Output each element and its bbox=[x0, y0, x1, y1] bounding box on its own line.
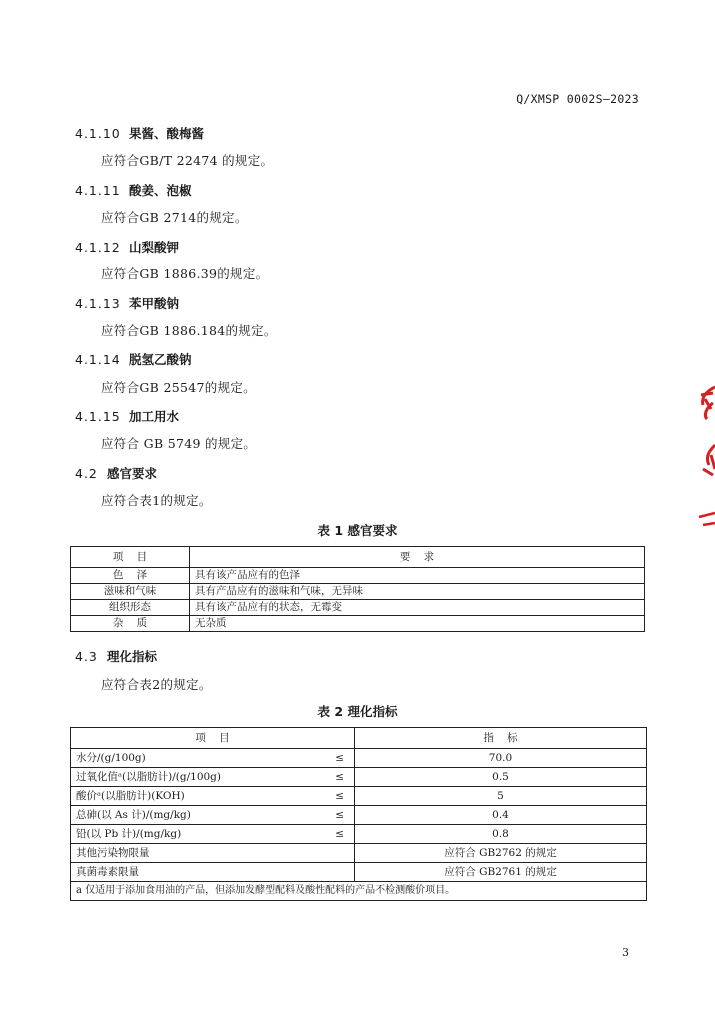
section-heading bbox=[75, 294, 179, 312]
table-cell: 其他污染物限量 bbox=[71, 844, 330, 863]
section-number: 4.2 bbox=[75, 466, 98, 481]
table-cell: 铅(以 Pb 计)/(mg/kg) bbox=[71, 825, 330, 844]
leq-symbol: ≤ bbox=[329, 749, 355, 768]
column-header-indicator: 指 标 bbox=[355, 728, 647, 749]
leq-symbol: ≤ bbox=[329, 806, 355, 825]
sensory-requirements-table bbox=[70, 546, 645, 632]
section-heading bbox=[75, 407, 179, 425]
section-title: 理化指标 bbox=[107, 649, 158, 664]
table-row bbox=[71, 806, 647, 825]
physicochemical-indicators-table bbox=[70, 727, 647, 901]
column-header-item: 项 目 bbox=[71, 547, 190, 568]
table-cell: 具有该产品应有的色泽 bbox=[190, 568, 645, 584]
section-number: 4.1.13 bbox=[75, 296, 121, 311]
table-row bbox=[71, 844, 647, 863]
section-text: 应符合GB 1886.39的规定。 bbox=[101, 266, 269, 281]
column-header-item: 项 目 bbox=[71, 728, 355, 749]
section-text: 应符合表2的规定。 bbox=[101, 677, 212, 692]
section-text: 应符合GB 25547的规定。 bbox=[101, 380, 256, 395]
table-cell: 0.8 bbox=[355, 825, 647, 844]
table-cell: 5 bbox=[355, 787, 647, 806]
table-row bbox=[71, 568, 645, 584]
section-heading bbox=[75, 124, 204, 142]
section-number: 4.1.10 bbox=[75, 126, 121, 141]
leq-symbol bbox=[329, 844, 355, 863]
table-cell: 滋味和气味 bbox=[71, 584, 190, 600]
table-cell: 色 泽 bbox=[71, 568, 190, 584]
table1-caption: 表 1 感官要求 bbox=[317, 523, 398, 538]
table-row bbox=[71, 616, 645, 632]
section-number: 4.3 bbox=[75, 649, 98, 664]
table-row bbox=[71, 768, 647, 787]
section-number: 4.1.11 bbox=[75, 183, 121, 198]
section-title: 酸姜、泡椒 bbox=[129, 183, 192, 198]
section-heading bbox=[75, 181, 192, 199]
table-cell: 应符合 GB2762 的规定 bbox=[355, 844, 647, 863]
page-number: 3 bbox=[622, 946, 629, 959]
section-heading bbox=[75, 647, 157, 665]
table2-caption: 表 2 理化指标 bbox=[317, 704, 398, 719]
section-number: 4.1.15 bbox=[75, 409, 121, 424]
section-heading bbox=[75, 238, 179, 256]
section-text: 应符合GB 1886.184的规定。 bbox=[101, 323, 277, 338]
section-text: 应符合GB/T 22474 的规定。 bbox=[101, 153, 274, 168]
table-cell: 水分/(g/100g) bbox=[71, 749, 330, 768]
table-cell: 0.4 bbox=[355, 806, 647, 825]
section-text: 应符合表1的规定。 bbox=[101, 493, 212, 508]
document-code: Q/XMSP 0002S—2023 bbox=[516, 92, 639, 106]
section-title: 脱氢乙酸钠 bbox=[129, 352, 192, 367]
table-row bbox=[71, 749, 647, 768]
section-number: 4.1.12 bbox=[75, 240, 121, 255]
table-cell: 无杂质 bbox=[190, 616, 645, 632]
table-row bbox=[71, 825, 647, 844]
column-header-requirement: 要 求 bbox=[190, 547, 645, 568]
table-cell: 70.0 bbox=[355, 749, 647, 768]
table-cell: 具有产品应有的滋味和气味，无异味 bbox=[190, 584, 645, 600]
table-cell: 应符合 GB2761 的规定 bbox=[355, 863, 647, 882]
table-footnote-row bbox=[71, 882, 647, 901]
leq-symbol: ≤ bbox=[329, 825, 355, 844]
leq-symbol: ≤ bbox=[329, 768, 355, 787]
section-title: 果酱、酸梅酱 bbox=[129, 126, 205, 141]
table-footnote: a 仅适用于添加食用油的产品，但添加发酵型配料及酸性配料的产品不检测酸价项目。 bbox=[71, 882, 647, 901]
table-row bbox=[71, 787, 647, 806]
leq-symbol: ≤ bbox=[329, 787, 355, 806]
section-title: 苯甲酸钠 bbox=[129, 296, 180, 311]
section-text: 应符合 GB 5749 的规定。 bbox=[101, 436, 257, 451]
table-cell: 酸价ᵃ(以脂肪计)(KOH) bbox=[71, 787, 330, 806]
table-cell: 0.5 bbox=[355, 768, 647, 787]
table-header-row bbox=[71, 547, 645, 568]
table-cell: 具有该产品应有的状态，无霉变 bbox=[190, 600, 645, 616]
table-header-row bbox=[71, 728, 647, 749]
section-number: 4.1.14 bbox=[75, 352, 121, 367]
section-heading bbox=[75, 350, 192, 368]
section-title: 加工用水 bbox=[129, 409, 180, 424]
leq-symbol bbox=[329, 863, 355, 882]
section-text: 应符合GB 2714的规定。 bbox=[101, 210, 248, 225]
section-heading bbox=[75, 464, 157, 482]
table-cell: 总砷(以 As 计)/(mg/kg) bbox=[71, 806, 330, 825]
table-row bbox=[71, 863, 647, 882]
table-cell: 杂 质 bbox=[71, 616, 190, 632]
section-title: 山梨酸钾 bbox=[129, 240, 180, 255]
table-cell: 过氧化值ᵃ(以脂肪计)/(g/100g) bbox=[71, 768, 330, 787]
red-seal-stamp bbox=[697, 385, 715, 535]
table-cell: 真菌毒素限量 bbox=[71, 863, 330, 882]
table-cell: 组织形态 bbox=[71, 600, 190, 616]
table-row bbox=[71, 584, 645, 600]
section-title: 感官要求 bbox=[107, 466, 158, 481]
table-row bbox=[71, 600, 645, 616]
